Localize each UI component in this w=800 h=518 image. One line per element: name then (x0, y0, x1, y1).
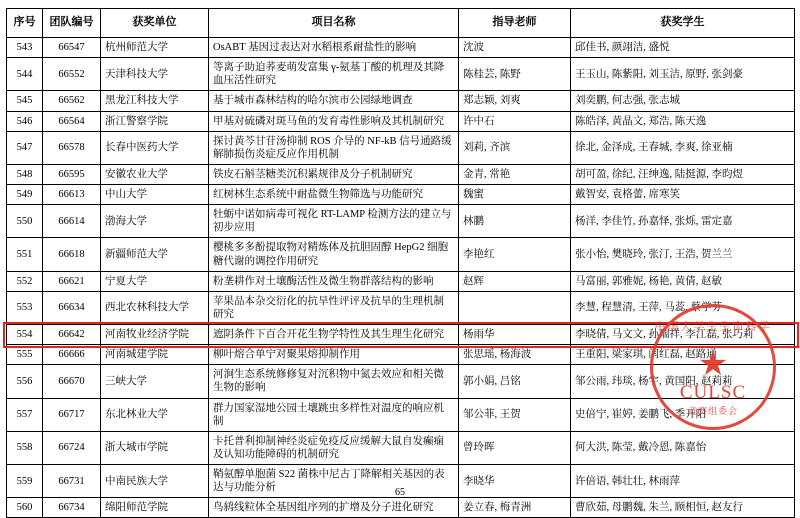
table-row (7, 91, 795, 111)
cell-seq: 547 (7, 131, 43, 164)
cell-students: 曹欣茹, 母鹏魏, 朱兰, 顾相恒, 赵友行 (571, 498, 795, 518)
cell-title: 鸟鸫线粒体全基因组序列的扩增及分子进化研究 (209, 498, 459, 518)
cell-title: 红树林生态系统中耐盐微生物筛选与功能研究 (209, 185, 459, 205)
cell-title: 基于城市森林结构的哈尔滨市公园绿地调查 (209, 91, 459, 111)
cell-seq: 543 (7, 38, 43, 58)
cell-seq: 544 (7, 58, 43, 91)
cell-title: 樱桃多多酚提取物对精炼体及抗胆固醇 HepG2 细胞糖代谢的调控作用研究 (209, 238, 459, 271)
table-row (7, 205, 795, 238)
cell-students: 李慧, 程慧清, 王萍, 马蕊, 蔡学芬 (571, 291, 795, 324)
cell-seq: 557 (7, 398, 43, 431)
cell-team-code: 66642 (43, 325, 101, 345)
table-row (7, 58, 795, 91)
cell-team-code: 66595 (43, 164, 101, 184)
cell-students: 李晓倩, 马文文, 孙瑞祥, 李江磊, 张巧莉 (571, 325, 795, 345)
cell-unit: 安徽农业大学 (101, 164, 209, 184)
table-row (7, 365, 795, 398)
cell-seq: 554 (7, 325, 43, 345)
table-row (7, 291, 795, 324)
cell-students: 张小怡, 樊晓玲, 张汀, 王浩, 贺兰兰 (571, 238, 795, 271)
cell-team-code: 66547 (43, 38, 101, 58)
cell-teacher: 李艳红 (459, 238, 571, 271)
cell-teacher: 杨雨华 (459, 325, 571, 345)
cell-unit: 绵阳师范学院 (101, 498, 209, 518)
cell-seq: 550 (7, 205, 43, 238)
cell-unit: 中南民族大学 (101, 465, 209, 498)
cell-students: 王玉山, 陈紫阳, 刘玉洁, 原野, 张剑豪 (571, 58, 795, 91)
cell-title: 河涧生态系统修修复对沉积物中氮去效应和相关微生物的影响 (209, 365, 459, 398)
cell-title: 牡蛎中诺如病毒可视化 RT-LAMP 检测方法的建立与初步应用 (209, 205, 459, 238)
cell-students: 胡可盈, 徐纪, 汪绅逸, 陆挺源, 李昀煜 (571, 164, 795, 184)
table-row (7, 271, 795, 291)
cell-title: 探讨黄芩甘苷汤抑制 ROS 介导的 NF-kB 信号通路缓解肺损伤炎症反应作用机制 (209, 131, 459, 164)
cell-students: 陈皓泽, 黄晶文, 郑浩, 陈天逸 (571, 111, 795, 131)
award-list-table (6, 8, 795, 518)
cell-unit: 东北林业大学 (101, 398, 209, 431)
column-header-team-code: 团队编号 (43, 9, 101, 38)
cell-unit: 河南牧业经济学院 (101, 325, 209, 345)
cell-students: 戴智安, 袁格蕾, 席寒笑 (571, 185, 795, 205)
cell-teacher: 林鹏 (459, 205, 571, 238)
cell-unit: 西北农林科技大学 (101, 291, 209, 324)
cell-teacher: 曾玲晖 (459, 431, 571, 464)
cell-teacher: 郭小娟, 吕铭 (459, 365, 571, 398)
cell-team-code: 66670 (43, 365, 101, 398)
table-row (7, 238, 795, 271)
cell-seq: 555 (7, 345, 43, 365)
column-header-title: 项目名称 (209, 9, 459, 38)
cell-seq: 549 (7, 185, 43, 205)
cell-teacher: 刘莉, 齐滨 (459, 131, 571, 164)
cell-seq: 545 (7, 91, 43, 111)
cell-team-code: 66552 (43, 58, 101, 91)
cell-title: 苹果品本杂交衍化的抗旱性评评及抗旱的生理机制研究 (209, 291, 459, 324)
table-row (7, 38, 795, 58)
cell-students: 何大洪, 陈莹, 戴冷恩, 陈嘉怡 (571, 431, 795, 464)
table-body (7, 38, 795, 518)
column-header-unit: 获奖单位 (101, 9, 209, 38)
cell-students: 许倍语, 韩壮壮, 林雨萍 (571, 465, 795, 498)
cell-team-code: 66724 (43, 431, 101, 464)
cell-team-code: 66562 (43, 91, 101, 111)
cell-title: 群力国家湿地公园土壤跳虫多样性对温度的响应机制 (209, 398, 459, 431)
table-row (7, 325, 795, 345)
cell-unit: 渤海大学 (101, 205, 209, 238)
cell-title: 铁皮石斛茎糖类沉积累规律及分子机制研究 (209, 164, 459, 184)
star-icon: ★ (697, 346, 729, 383)
cell-team-code: 66666 (43, 345, 101, 365)
cell-unit: 长春中医药大学 (101, 131, 209, 164)
seal-bottom-text: 竞赛组委会 (687, 406, 738, 416)
cell-team-code: 66613 (43, 185, 101, 205)
cell-title: 甲基对硫磷对斑马鱼的发育毒性影响及其机制研究 (209, 111, 459, 131)
cell-team-code: 66731 (43, 465, 101, 498)
cell-teacher (459, 291, 571, 324)
cell-seq: 552 (7, 271, 43, 291)
cell-unit: 黑龙江科技大学 (101, 91, 209, 111)
cell-students: 邹公雨, 玮琰, 杨宇, 黄国阳, 赵莉莉 (571, 365, 795, 398)
cell-teacher: 李晓华 (459, 465, 571, 498)
cell-team-code: 66618 (43, 238, 101, 271)
cell-unit: 中山大学 (101, 185, 209, 205)
cell-teacher: 魏蜜 (459, 185, 571, 205)
column-header-seq: 序号 (7, 9, 43, 38)
table-row (7, 185, 795, 205)
cell-teacher: 姜立春, 梅青洲 (459, 498, 571, 518)
cell-students: 王重阳, 梁家琪, 闫红磊, 赵路通 (571, 345, 795, 365)
seal-english-text: CULSC (679, 382, 747, 403)
cell-unit: 杭州师范大学 (101, 38, 209, 58)
cell-title: 卡托普利抑制神经炎症免疫反应缓解大鼠自发癫痫及认知功能障碍的机制研究 (209, 431, 459, 464)
cell-seq: 551 (7, 238, 43, 271)
cell-teacher: 金青, 常艳 (459, 164, 571, 184)
table-row (7, 431, 795, 464)
cell-title: 鞘氨醇单胞菌 S22 菌株中尼古丁降解相关基因的表达与功能分析 (209, 465, 459, 498)
cell-seq: 559 (7, 465, 43, 498)
table-row (7, 111, 795, 131)
cell-seq: 558 (7, 431, 43, 464)
cell-unit: 宁夏大学 (101, 271, 209, 291)
cell-seq: 560 (7, 498, 43, 518)
cell-team-code: 66634 (43, 291, 101, 324)
cell-title: 遮阴条件下百合开花生物学特性及其生理生化研究 (209, 325, 459, 345)
table-row (7, 398, 795, 431)
cell-unit: 三峡大学 (101, 365, 209, 398)
cell-team-code: 66578 (43, 131, 101, 164)
page-number: 65 (395, 487, 405, 498)
cell-teacher: 张思瑶, 杨海波 (459, 345, 571, 365)
cell-students: 刘奕鹏, 何志强, 张志城 (571, 91, 795, 111)
cell-seq: 548 (7, 164, 43, 184)
column-header-teacher: 指导老师 (459, 9, 571, 38)
cell-students: 马富丽, 郭雅妮, 杨艳, 黄倩, 赵敏 (571, 271, 795, 291)
cell-students: 杨洋, 李佳竹, 孙嘉怿, 张烁, 雷定嘉 (571, 205, 795, 238)
cell-title: OsABT 基因过表达对水稻根系耐盐性的影响 (209, 38, 459, 58)
cell-unit: 河南城建学院 (101, 345, 209, 365)
cell-team-code: 66614 (43, 205, 101, 238)
cell-students: 邱佳书, 颜翊洁, 盛悦 (571, 38, 795, 58)
cell-team-code: 66621 (43, 271, 101, 291)
cell-teacher: 赵辉 (459, 271, 571, 291)
column-header-students: 获奖学生 (571, 9, 795, 38)
cell-seq: 556 (7, 365, 43, 398)
cell-teacher: 邹公菲, 王贺 (459, 398, 571, 431)
cell-teacher: 沈波 (459, 38, 571, 58)
cell-unit: 浙大城市学院 (101, 431, 209, 464)
cell-students: 徐北, 金泽成, 王春城, 李爽, 徐亚楠 (571, 131, 795, 164)
cell-students: 史倍宁, 崔婷, 姜鹏飞, 季开阳 (571, 398, 795, 431)
table-row (7, 345, 795, 365)
seal-top-text: 中国大学生生命科学 (654, 321, 772, 333)
cell-seq: 546 (7, 111, 43, 131)
table-row (7, 164, 795, 184)
cell-teacher: 陈桂芸, 陈野 (459, 58, 571, 91)
cell-title: 柳叶熔合单宁对聚果熔抑制作用 (209, 345, 459, 365)
cell-teacher: 许中石 (459, 111, 571, 131)
cell-teacher: 郑志颖, 刘爽 (459, 91, 571, 111)
cell-seq: 553 (7, 291, 43, 324)
cell-unit: 浙江警察学院 (101, 111, 209, 131)
cell-team-code: 66717 (43, 398, 101, 431)
table-row (7, 498, 795, 518)
cell-title: 粉垄耕作对土壤酶活性及微生物群落结构的影响 (209, 271, 459, 291)
cell-team-code: 66734 (43, 498, 101, 518)
cell-title: 等离子助迫荞麦萌发富集 γ-氨基丁酸的机理及其降血压活性研究 (209, 58, 459, 91)
table-header-row (7, 9, 795, 38)
cell-unit: 天津科技大学 (101, 58, 209, 91)
table-row (7, 131, 795, 164)
cell-unit: 新疆师范大学 (101, 238, 209, 271)
cell-team-code: 66564 (43, 111, 101, 131)
